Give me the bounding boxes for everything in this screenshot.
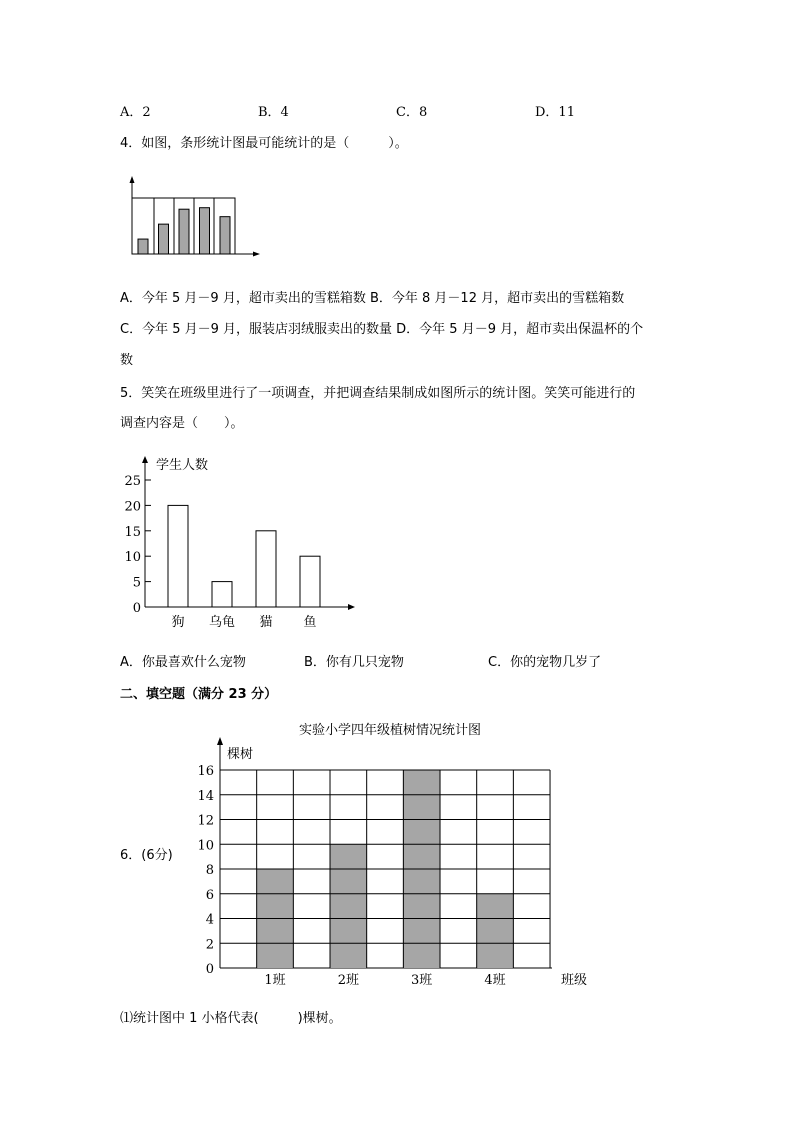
q5-question-line1: 5．笑笑在班级里进行了一项调查，并把调查结果制成如图所示的统计图。笑笑可能进行的 (120, 386, 636, 401)
q3-option-c: C．8 (396, 105, 428, 120)
q5-option-a: A．你最喜欢什么宠物 (120, 655, 246, 670)
y-tick-label: 4 (205, 912, 214, 928)
q5-option-b: B．你有几只宠物 (304, 655, 404, 670)
q4-question: 4．如图，条形统计图最可能统计的是（ ）。 (120, 136, 408, 151)
y-tick-label: 5 (132, 575, 141, 591)
y-tick-label: 10 (197, 838, 214, 854)
mini-bar (220, 217, 230, 254)
x-tick-label: 猫 (259, 615, 273, 630)
x-tick-label: 3班 (411, 973, 433, 988)
y-tick-label: 12 (197, 813, 214, 829)
q5-y-axis-label: 学生人数 (156, 458, 209, 473)
q4-options-line2: C．今年 5 月－9 月，服装店羽绒服卖出的数量 D．今年 5 月－9 月，超市卖出保温杯的个 (120, 322, 644, 337)
bar (330, 844, 367, 968)
bar (168, 505, 188, 607)
y-tick-label: 2 (205, 937, 214, 953)
y-tick-label: 25 (124, 474, 141, 489)
y-tick-label: 15 (124, 524, 141, 540)
bar (212, 582, 232, 607)
q6-sub1: ⑴统计图中 1 小格代表( )棵树。 (120, 1011, 342, 1026)
x-tick-label: 4班 (484, 973, 506, 988)
q4-mini-bar-chart (120, 172, 270, 262)
q5-question-line2: 调查内容是（ ）。 (120, 416, 244, 431)
q5-option-c: C．你的宠物几岁了 (488, 655, 602, 670)
y-tick-label: 8 (205, 863, 214, 878)
y-tick-label: 16 (197, 764, 214, 779)
y-tick-label: 14 (197, 788, 214, 804)
mini-bar (200, 208, 210, 254)
q5-pet-bar-chart (115, 450, 365, 635)
q6-tree-chart (190, 712, 610, 997)
q3-option-d: D．11 (535, 105, 575, 120)
q3-option-a: A．2 (120, 105, 151, 120)
mini-bar (138, 239, 148, 254)
q6-label: 6．(6分) (120, 848, 173, 863)
y-tick-label: 0 (132, 601, 141, 616)
q4-options-line3: 数 (120, 353, 134, 368)
bar (477, 894, 514, 968)
q3-option-b: B．4 (258, 105, 289, 120)
y-tick-label: 20 (124, 499, 141, 515)
y-tick-label: 6 (205, 887, 214, 903)
section2-title: 二、填空题（满分 23 分） (120, 687, 278, 702)
x-tick-label: 鱼 (303, 615, 317, 630)
q6-chart-title: 实验小学四年级植树情况统计图 (298, 723, 482, 738)
y-tick-label: 10 (124, 550, 141, 566)
bar (300, 556, 320, 607)
x-tick-label: 1班 (264, 973, 286, 988)
q4-options-line1: A．今年 5 月－9 月，超市卖出的雪糕箱数 B．今年 8 月－12 月，超市卖出的雪糕箱数 (120, 291, 625, 306)
y-tick-label: 0 (205, 962, 214, 977)
mini-bar (159, 224, 169, 254)
x-tick-label: 2班 (337, 973, 359, 988)
q6-y-axis-label: 棵树 (227, 747, 254, 762)
mini-bar (179, 209, 189, 254)
q6-x-axis-label: 班级 (561, 973, 588, 988)
x-tick-label: 乌龟 (208, 615, 236, 630)
bar (256, 531, 276, 607)
x-tick-label: 狗 (171, 615, 185, 630)
